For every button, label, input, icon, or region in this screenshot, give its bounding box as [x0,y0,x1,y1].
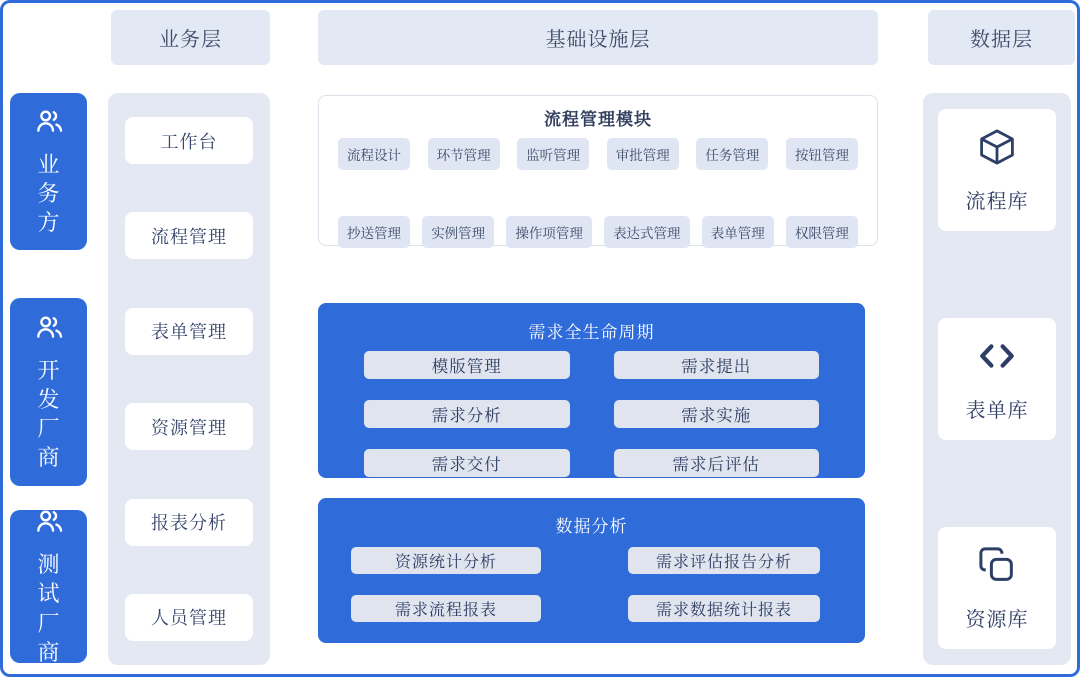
db-card-form-library [938,318,1056,440]
code-icon [976,335,1018,383]
actor-label: 开发厂商 [37,357,60,471]
actor-testing-vendor [10,510,87,663]
menu-card-resource-management: 资源管理 [125,403,253,450]
process-module-row1 [319,138,877,170]
pill-resource-statistics-analysis: 资源统计分析 [351,547,541,574]
db-card-process-library [938,109,1056,231]
process-module-title: 流程管理模块 [544,110,652,129]
db-card-label: 表单库 [965,400,1029,422]
copy-icon [976,544,1018,592]
users-icon [33,312,65,349]
cube-icon [976,126,1018,174]
chip-action-item-management: 操作项管理 [506,216,592,248]
actor-business-side [10,93,87,250]
actor-label: 业务方 [37,151,60,236]
chip-approval-management: 审批管理 [607,138,679,170]
chip-button-management: 按钮管理 [786,138,858,170]
users-icon [33,106,65,143]
lifecycle-grid [318,351,865,477]
chip-permission-management: 权限管理 [786,216,858,248]
pill-demand-post-evaluation: 需求后评估 [614,449,820,477]
chip-cc-management: 抄送管理 [338,216,410,248]
header-data-layer-label: 数据层 [970,29,1033,51]
pill-demand-evaluation-report-analysis: 需求评估报告分析 [628,547,820,574]
menu-card-personnel-management: 人员管理 [125,594,253,641]
chip-form-management: 表单管理 [702,216,774,248]
chip-listener-management: 监听管理 [517,138,589,170]
analysis-box [318,498,865,643]
header-business-layer [111,10,270,65]
db-card-label: 流程库 [965,191,1029,213]
header-infrastructure-layer [318,10,878,65]
process-module-box [318,95,878,246]
db-card-resource-library [938,527,1056,649]
menu-card-report-analysis: 报表分析 [125,499,253,546]
actor-label: 测试厂商 [37,552,60,665]
pill-template-management: 模版管理 [364,351,570,379]
pill-demand-process-report: 需求流程报表 [351,595,541,622]
analysis-grid [318,547,865,622]
chip-expression-management: 表达式管理 [604,216,690,248]
analysis-title: 数据分析 [555,517,628,536]
lifecycle-box [318,303,865,478]
actor-development-vendor [10,298,87,486]
lifecycle-title: 需求全生命周期 [528,323,655,342]
pill-demand-submission: 需求提出 [614,351,820,379]
chip-process-design: 流程设计 [338,138,410,170]
chip-step-management: 环节管理 [428,138,500,170]
users-icon [33,506,65,543]
chip-instance-management: 实例管理 [422,216,494,248]
pill-demand-analysis: 需求分析 [364,400,570,428]
process-module-row2 [319,216,877,248]
pill-demand-delivery: 需求交付 [364,449,570,477]
header-business-layer-label: 业务层 [159,29,222,51]
db-card-label: 资源库 [965,609,1029,631]
menu-card-process-management: 流程管理 [125,212,253,259]
menu-card-workbench: 工作台 [125,117,253,164]
header-infrastructure-layer-label: 基础设施层 [545,29,651,51]
pill-demand-implementation: 需求实施 [614,400,820,428]
pill-demand-data-statistics-report: 需求数据统计报表 [628,595,820,622]
chip-task-management: 任务管理 [696,138,768,170]
header-data-layer [928,10,1075,65]
business-menu-column [108,93,270,665]
menu-card-form-management: 表单管理 [125,308,253,355]
data-layer-column [923,93,1071,665]
